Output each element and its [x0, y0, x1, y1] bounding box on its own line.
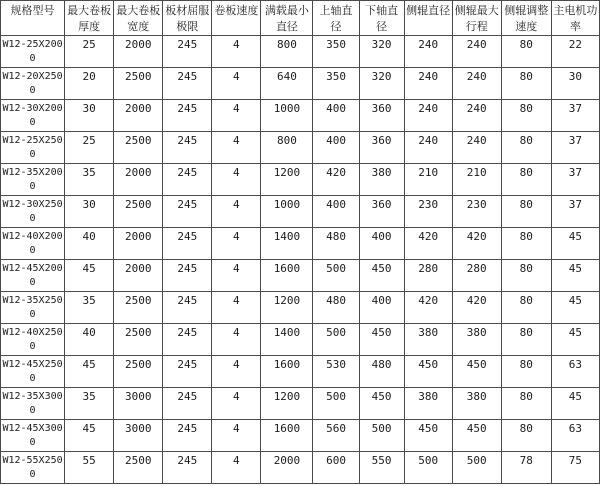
value-cell: 4 — [212, 132, 261, 164]
value-cell: 63 — [551, 356, 599, 388]
value-cell: 1400 — [261, 324, 313, 356]
value-cell: 2500 — [114, 452, 163, 484]
value-cell: 280 — [404, 260, 452, 292]
value-cell: 320 — [359, 36, 404, 68]
value-cell: 80 — [501, 164, 551, 196]
header-cell: 侧辊最大行程 — [452, 1, 501, 36]
value-cell: 245 — [163, 452, 212, 484]
value-cell: 1600 — [261, 420, 313, 452]
value-cell: 4 — [212, 100, 261, 132]
value-cell: 450 — [404, 420, 452, 452]
value-cell: 245 — [163, 36, 212, 68]
value-cell: 450 — [359, 260, 404, 292]
value-cell: 4 — [212, 260, 261, 292]
value-cell: 3000 — [114, 388, 163, 420]
model-cell: W12-45X2500 — [1, 356, 65, 388]
value-cell: 240 — [404, 68, 452, 100]
value-cell: 4 — [212, 420, 261, 452]
value-cell: 45 — [65, 356, 114, 388]
value-cell: 500 — [313, 388, 359, 420]
value-cell: 1600 — [261, 260, 313, 292]
value-cell: 1000 — [261, 196, 313, 228]
value-cell: 80 — [501, 228, 551, 260]
value-cell: 210 — [452, 164, 501, 196]
model-cell: W12-45X3000 — [1, 420, 65, 452]
value-cell: 30 — [65, 100, 114, 132]
value-cell: 240 — [452, 68, 501, 100]
value-cell: 3000 — [114, 420, 163, 452]
header-cell: 上轴直径 — [313, 1, 359, 36]
value-cell: 800 — [261, 132, 313, 164]
table-row — [1, 132, 600, 164]
value-cell: 480 — [359, 356, 404, 388]
value-cell: 380 — [359, 164, 404, 196]
value-cell: 37 — [551, 164, 599, 196]
table-row — [1, 452, 600, 484]
value-cell: 45 — [551, 292, 599, 324]
value-cell: 2500 — [114, 68, 163, 100]
model-cell: W12-25X2500 — [1, 132, 65, 164]
value-cell: 40 — [65, 324, 114, 356]
value-cell: 420 — [452, 228, 501, 260]
model-cell: W12-30X2000 — [1, 100, 65, 132]
value-cell: 245 — [163, 228, 212, 260]
value-cell: 245 — [163, 292, 212, 324]
value-cell: 4 — [212, 36, 261, 68]
value-cell: 240 — [452, 100, 501, 132]
model-cell: W12-35X3000 — [1, 388, 65, 420]
table-row — [1, 356, 600, 388]
value-cell: 245 — [163, 260, 212, 292]
value-cell: 2000 — [114, 164, 163, 196]
value-cell: 22 — [551, 36, 599, 68]
value-cell: 360 — [359, 100, 404, 132]
value-cell: 45 — [551, 388, 599, 420]
value-cell: 450 — [359, 324, 404, 356]
header-cell: 最大卷板宽度 — [114, 1, 163, 36]
value-cell: 4 — [212, 164, 261, 196]
value-cell: 450 — [452, 356, 501, 388]
value-cell: 78 — [501, 452, 551, 484]
value-cell: 80 — [501, 356, 551, 388]
value-cell: 80 — [501, 388, 551, 420]
value-cell: 63 — [551, 420, 599, 452]
value-cell: 4 — [212, 292, 261, 324]
value-cell: 37 — [551, 100, 599, 132]
model-cell: W12-55X2500 — [1, 452, 65, 484]
value-cell: 2500 — [114, 356, 163, 388]
value-cell: 640 — [261, 68, 313, 100]
value-cell: 450 — [404, 356, 452, 388]
value-cell: 350 — [313, 68, 359, 100]
value-cell: 450 — [452, 420, 501, 452]
value-cell: 210 — [404, 164, 452, 196]
spec-table-body — [1, 36, 600, 484]
value-cell: 500 — [404, 452, 452, 484]
model-cell: W12-35X2000 — [1, 164, 65, 196]
header-cell: 满载最小直径 — [261, 1, 313, 36]
value-cell: 420 — [313, 164, 359, 196]
value-cell: 360 — [359, 196, 404, 228]
value-cell: 230 — [404, 196, 452, 228]
model-cell: W12-25X2000 — [1, 36, 65, 68]
value-cell: 240 — [404, 36, 452, 68]
value-cell: 25 — [65, 132, 114, 164]
value-cell: 480 — [313, 292, 359, 324]
value-cell: 420 — [452, 292, 501, 324]
value-cell: 2500 — [114, 132, 163, 164]
value-cell: 4 — [212, 324, 261, 356]
value-cell: 30 — [65, 196, 114, 228]
value-cell: 240 — [404, 100, 452, 132]
value-cell: 245 — [163, 388, 212, 420]
value-cell: 400 — [359, 228, 404, 260]
value-cell: 500 — [359, 420, 404, 452]
value-cell: 245 — [163, 196, 212, 228]
value-cell: 80 — [501, 292, 551, 324]
value-cell: 45 — [551, 228, 599, 260]
value-cell: 2500 — [114, 196, 163, 228]
value-cell: 25 — [65, 36, 114, 68]
value-cell: 245 — [163, 100, 212, 132]
value-cell: 35 — [65, 388, 114, 420]
value-cell: 4 — [212, 452, 261, 484]
value-cell: 4 — [212, 228, 261, 260]
table-row — [1, 388, 600, 420]
value-cell: 245 — [163, 420, 212, 452]
value-cell: 55 — [65, 452, 114, 484]
value-cell: 1400 — [261, 228, 313, 260]
value-cell: 80 — [501, 36, 551, 68]
value-cell: 245 — [163, 324, 212, 356]
table-row — [1, 324, 600, 356]
value-cell: 40 — [65, 228, 114, 260]
value-cell: 280 — [452, 260, 501, 292]
header-cell: 下轴直径 — [359, 1, 404, 36]
value-cell: 230 — [452, 196, 501, 228]
model-cell: W12-40X2500 — [1, 324, 65, 356]
value-cell: 500 — [313, 324, 359, 356]
value-cell: 2000 — [261, 452, 313, 484]
model-cell: W12-45X2000 — [1, 260, 65, 292]
value-cell: 35 — [65, 292, 114, 324]
value-cell: 320 — [359, 68, 404, 100]
value-cell: 4 — [212, 196, 261, 228]
value-cell: 80 — [501, 420, 551, 452]
value-cell: 245 — [163, 68, 212, 100]
header-cell: 侧辊直径 — [404, 1, 452, 36]
value-cell: 380 — [404, 324, 452, 356]
value-cell: 80 — [501, 68, 551, 100]
table-row — [1, 100, 600, 132]
value-cell: 80 — [501, 260, 551, 292]
value-cell: 245 — [163, 132, 212, 164]
value-cell: 350 — [313, 36, 359, 68]
value-cell: 240 — [452, 132, 501, 164]
value-cell: 560 — [313, 420, 359, 452]
value-cell: 4 — [212, 388, 261, 420]
table-row — [1, 196, 600, 228]
value-cell: 4 — [212, 68, 261, 100]
value-cell: 480 — [313, 228, 359, 260]
value-cell: 500 — [313, 260, 359, 292]
value-cell: 400 — [313, 196, 359, 228]
value-cell: 45 — [551, 324, 599, 356]
model-cell: W12-35X2500 — [1, 292, 65, 324]
value-cell: 800 — [261, 36, 313, 68]
value-cell: 1200 — [261, 164, 313, 196]
table-row — [1, 36, 600, 68]
table-row — [1, 228, 600, 260]
value-cell: 420 — [404, 292, 452, 324]
value-cell: 35 — [65, 164, 114, 196]
header-row — [1, 1, 600, 36]
value-cell: 45 — [551, 260, 599, 292]
value-cell: 500 — [452, 452, 501, 484]
value-cell: 400 — [313, 100, 359, 132]
header-cell: 侧辊调整速度 — [501, 1, 551, 36]
value-cell: 600 — [313, 452, 359, 484]
value-cell: 1200 — [261, 388, 313, 420]
value-cell: 4 — [212, 356, 261, 388]
value-cell: 20 — [65, 68, 114, 100]
value-cell: 75 — [551, 452, 599, 484]
header-cell: 主电机功率 — [551, 1, 599, 36]
table-row — [1, 164, 600, 196]
value-cell: 37 — [551, 196, 599, 228]
spec-table-header — [1, 1, 600, 36]
table-row — [1, 292, 600, 324]
value-cell: 380 — [452, 324, 501, 356]
header-cell: 最大卷板厚度 — [65, 1, 114, 36]
table-row — [1, 260, 600, 292]
value-cell: 2500 — [114, 292, 163, 324]
value-cell: 2000 — [114, 100, 163, 132]
model-cell: W12-20X2500 — [1, 68, 65, 100]
table-row — [1, 68, 600, 100]
header-cell: 规格型号 — [1, 1, 65, 36]
value-cell: 240 — [404, 132, 452, 164]
value-cell: 45 — [65, 420, 114, 452]
value-cell: 45 — [65, 260, 114, 292]
model-cell: W12-30X2500 — [1, 196, 65, 228]
value-cell: 1000 — [261, 100, 313, 132]
value-cell: 80 — [501, 196, 551, 228]
value-cell: 2000 — [114, 260, 163, 292]
value-cell: 30 — [551, 68, 599, 100]
value-cell: 1600 — [261, 356, 313, 388]
value-cell: 380 — [404, 388, 452, 420]
model-cell: W12-40X2000 — [1, 228, 65, 260]
value-cell: 80 — [501, 132, 551, 164]
header-cell: 板材屈服极限 — [163, 1, 212, 36]
header-cell: 卷板速度 — [212, 1, 261, 36]
value-cell: 245 — [163, 164, 212, 196]
value-cell: 2000 — [114, 36, 163, 68]
value-cell: 1200 — [261, 292, 313, 324]
value-cell: 240 — [452, 36, 501, 68]
value-cell: 37 — [551, 132, 599, 164]
value-cell: 2000 — [114, 228, 163, 260]
value-cell: 400 — [359, 292, 404, 324]
value-cell: 360 — [359, 132, 404, 164]
value-cell: 550 — [359, 452, 404, 484]
value-cell: 80 — [501, 324, 551, 356]
value-cell: 245 — [163, 356, 212, 388]
table-row — [1, 420, 600, 452]
value-cell: 530 — [313, 356, 359, 388]
value-cell: 450 — [359, 388, 404, 420]
value-cell: 80 — [501, 100, 551, 132]
value-cell: 2500 — [114, 324, 163, 356]
value-cell: 380 — [452, 388, 501, 420]
value-cell: 400 — [313, 132, 359, 164]
value-cell: 420 — [404, 228, 452, 260]
